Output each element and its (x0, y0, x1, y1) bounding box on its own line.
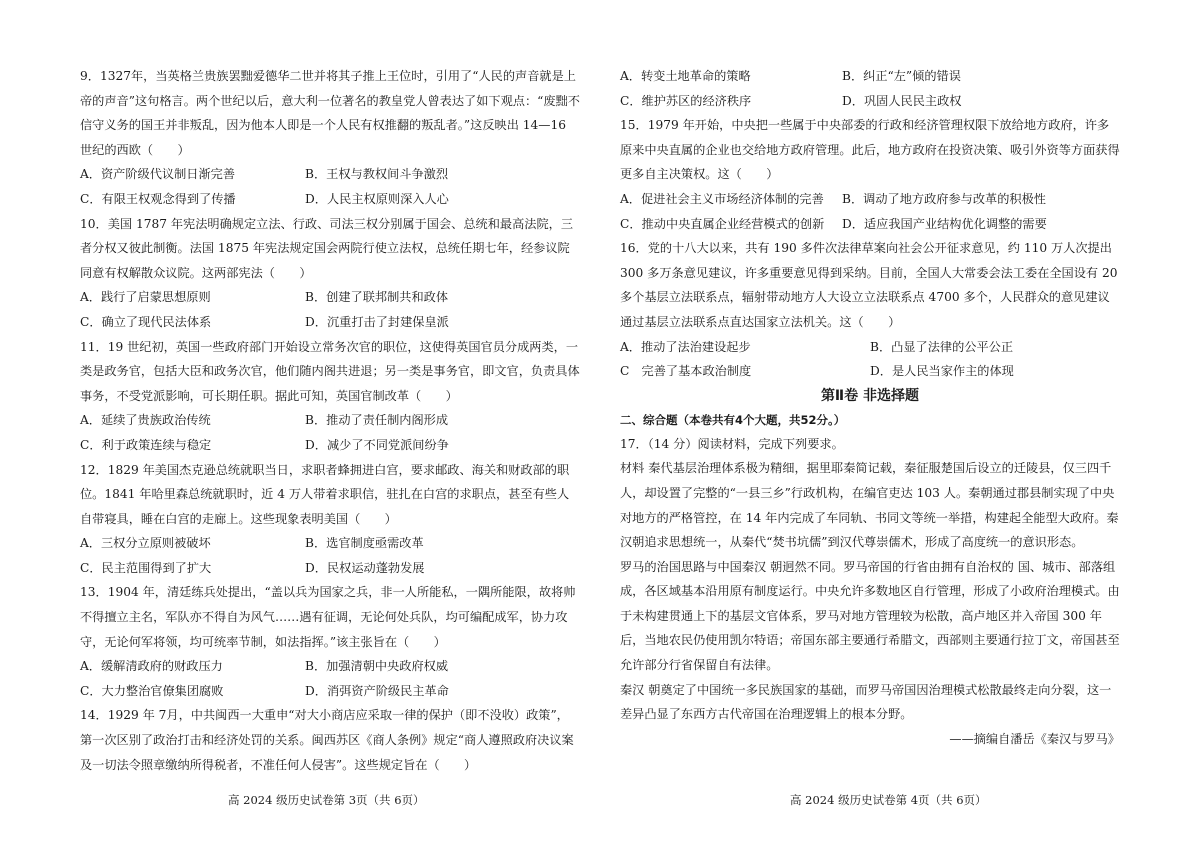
options (80, 162, 580, 211)
option-a: A．促进社会主义市场经济体制的完善 (620, 191, 824, 206)
option-d: D．人民主权原则深入人心 (305, 191, 449, 206)
question-stem: 13．1904 年，清廷练兵处提出，“盖以兵为国家之兵，非一人所能私，一隅所能限，故将帅不得擅立主名，军队亦不得自为风气……遇有征调，无论何处兵队，均可编配成军，协力攻守，无论何军将领，均可统率节制，如法指挥。”该主张旨在（ ） (80, 585, 576, 649)
question-stem: 15．1979 年开始，中央把一些属于中央部委的行政和经济管理权限下放给地方政府，许多原来中央直属的企业也交给地方政府管理。此后，地方政府在投资决策、吸引外资等方面获得更多自主决策权。这（ ） (620, 118, 1120, 182)
option-a: A．转变土地革命的策略 (620, 69, 751, 83)
question-stem: 16．党的十八大以来，共有 190 多件次法律草案向社会公开征求意见，约 110 万人次提出 300 多万条意见建议，许多重要意见得到采纳。目前，全国人大常委会法工委在全国设有 20 多个基层立法联系点，辐射带动地方人大设立立法联系点 4700 多个，人民群众的意见建议通过基层立法联系点直达国家立法机关。这（ ） (620, 241, 1118, 329)
section-title: 第Ⅱ卷 非选择题 (820, 387, 920, 404)
question-14-options (620, 64, 1120, 113)
question-17 (620, 432, 1120, 752)
page-footer-right: 高 2024 级历史试卷第 4页（共 6页） (790, 793, 987, 807)
option-b: B．纠正“左”倾的错误 (842, 69, 961, 83)
option-b: B．加强清朝中央政府权威 (305, 659, 449, 674)
option-d: D．巩固人民民主政权 (842, 93, 962, 108)
question-stem: 11．19 世纪初，英国一些政府部门开始设立常务次官的职位，这使得英国官员分成两类，一类是政务官，包括大臣和政务次官，他们随内阁共进退；另一类是事务官，即文官，负责具体事务，不受党派影响，可长期任职。据此可知，英国官制改革（ ） (80, 339, 580, 403)
question-11 (80, 335, 580, 458)
option-c: C．确立了现代民法体系 (80, 314, 212, 329)
option-d: D．消弭资产阶级民主革命 (305, 683, 449, 698)
question-13 (80, 580, 580, 703)
question-stem: 14．1929 年 7月，中共闽西一大重申“对大小商店应采取一律的保护（即不没收）政策”，第一次区别了政治打击和经济处罚的关系。闽西苏区《商人条例》规定“商人遵照政府决议案及一切法令照章缴纳所得税者，不准任何人侵害”。这些规定旨在（ ） (80, 708, 574, 772)
options (620, 187, 1120, 236)
option-c: C．利于政策连续与稳定 (80, 437, 212, 452)
options (80, 285, 580, 334)
option-b: B．创建了联邦制共和政体 (305, 290, 449, 305)
page-footer-left: 高 2024 级历史试卷第 3页（共 6页） (228, 793, 425, 807)
option-a: A．延续了贵族政治传统 (80, 413, 211, 428)
option-d: D．适应我国产业结构优化调整的需要 (842, 216, 1047, 231)
option-b: B．选官制度亟需改革 (305, 536, 424, 551)
option-d: D．沉重打击了封建保皇派 (305, 314, 449, 329)
options (80, 531, 580, 580)
option-c: C．维护苏区的经济秩序 (620, 93, 752, 108)
option-a: A．践行了启蒙思想原则 (80, 290, 211, 305)
options (620, 335, 1120, 384)
option-a: A．推动了法治建设起步 (620, 339, 751, 354)
option-d: D．是人民当家作主的体现 (870, 364, 1014, 379)
question-stem: 10．美国 1787 年宪法明确规定立法、行政、司法三权分别属于国会、总统和最高法院，三者分权又彼此制衡。法国 1875 年宪法规定国会两院行使立法权，总统任期七年，经参议院同意有权解散众议院。这两部宪法（ ） (80, 216, 574, 280)
option-c: C．推动中央直属企业经营模式的创新 (620, 216, 825, 231)
question-stem: 12．1829 年美国杰克逊总统就职当日，求职者蜂拥进白宫，要求邮政、海关和财政部的职位。1841 年哈里森总统就职时，近 4 万人带着求职信，驻扎在白宫的求职点，甚至有些人自带寝具，睡在白宫的走廊上。这些现象表明美国（ ） (80, 462, 570, 526)
material-paragraph: 秦汉 朝奠定了中国统一多民族国家的基础，而罗马帝国因治理模式松散最终走向分裂，这一差异凸显了东西方古代帝国在治理逻辑上的根本分野。 (620, 682, 1112, 722)
option-b: B．调动了地方政府参与改革的积极性 (842, 191, 1046, 206)
option-a: A．三权分立原则被破坏 (80, 536, 211, 551)
question-10 (80, 212, 580, 335)
material-source: ——摘编自潘岳《秦汉与罗马》 (949, 731, 1120, 746)
question-16 (620, 236, 1120, 384)
options (80, 408, 580, 457)
option-b: B．凸显了法律的公平公正 (870, 339, 1014, 354)
question-14 (80, 703, 580, 777)
question-9 (80, 64, 580, 212)
question-15 (620, 113, 1120, 236)
right-page (620, 64, 1120, 751)
option-a: A．缓解清政府的财政压力 (80, 659, 223, 674)
option-c: C．民主范围得到了扩大 (80, 560, 212, 575)
question-stem: 9．1327年，当英格兰贵族罢黜爱德华二世并将其子推上王位时，引用了“人民的声音就是上帝的声音”这句格言。两个世纪以后，意大利一位著名的教皇党人曾表达了如下观点：“废黜不信守义务的国王并非叛乱，因为他本人即是一个人民有权推翻的叛乱者。”这反映出 14—16 世纪的西欧（ ） (80, 69, 580, 157)
material-paragraph: 罗马的治国思路与中国秦汉 朝迥然不同。罗马帝国的行省由拥有自治权的 国、城市、部落组成，各区域基本沿用原有制度运行。中央允许多数地区自行管理，形成了小政府治理模式。由于未构建贯通上下的基层文官体系，罗马对地方管理较为松散，高卢地区并入帝国 300 年后，当地农民仍使用凯尔特语；帝国东部主要通行希腊文，西部则主要通行拉丁文，帝国甚至允许部分行省保留自有法律。 (620, 559, 1120, 673)
question-12 (80, 458, 580, 581)
material-paragraph: 材料 秦代基层治理体系极为精细，据里耶秦简记载，秦征服楚国后设立的迁陵县，仅三四千人，却设置了完整的“一县三乡”行政机构，在编官吏达 103 人。秦朝通过郡县制实现了中央对地方的严格管控，在 14 年内完成了车同轨、书同文等统一举措，构建起全能型大政府。秦汉朝追求思想统一，从秦代“焚书坑儒”到汉代尊崇儒术，形成了高度统一的意识形态。 (620, 461, 1119, 550)
option-b: B．推动了责任制内阁形成 (305, 413, 449, 428)
option-d: D．民权运动蓬勃发展 (305, 560, 425, 575)
option-d: D．减少了不同党派间纷争 (305, 437, 449, 452)
option-b: B．王权与教权间斗争激烈 (305, 167, 449, 182)
options (80, 654, 580, 703)
left-page (80, 64, 580, 777)
option-c: C．大力整治官僚集团腐败 (80, 683, 224, 698)
option-a: A．资产阶级代议制日渐完善 (80, 167, 236, 182)
option-c: C 完善了基本政治制度 (620, 364, 752, 379)
question-head: 17．（14 分）阅读材料，完成下列要求。 (620, 436, 844, 451)
option-c: C．有限王权观念得到了传播 (80, 191, 236, 206)
section-subtitle: 二、综合题（本卷共有4个大题，共52分。） (620, 412, 846, 427)
